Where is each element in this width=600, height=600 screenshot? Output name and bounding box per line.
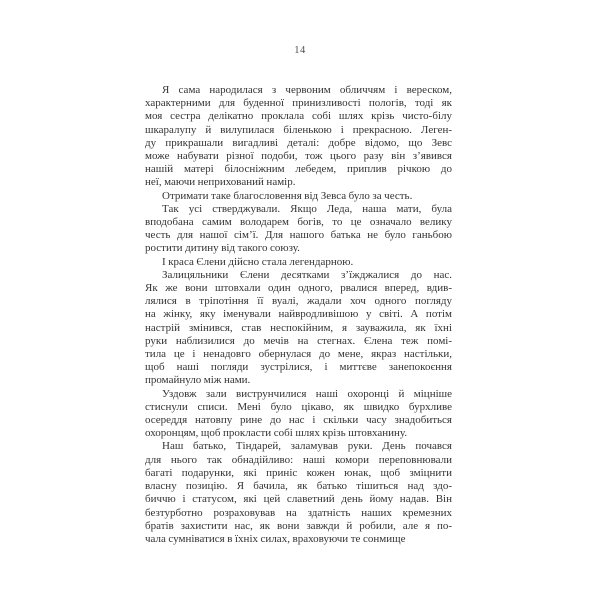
paragraph bbox=[145, 190, 452, 203]
text-line: Наш батько, Тіндарей, заламував руки. День почався bbox=[162, 440, 452, 453]
paragraph bbox=[145, 269, 452, 388]
text-line: І краса Єлени дійсно стала легендарною. bbox=[162, 255, 354, 268]
text-line: чала сумніватися в їхніх силах, враховуючи те сонмище bbox=[145, 532, 406, 545]
text-line: вподобана самим володарем богів, то це означало велику bbox=[145, 216, 452, 229]
text-line: ростити дитину від такого союзу. bbox=[145, 242, 300, 255]
text-line: характерними для буденної принизливості пологів, тоді як bbox=[145, 97, 452, 110]
text-line: лялися в тріпотіння її вуалі, жадали хоч одного погляду bbox=[145, 295, 452, 308]
text-line: Як же вони штовхали один одного, рвалися вперед, вдив- bbox=[145, 282, 452, 295]
text-line: щоб наші погляди зустрілися, і миттєве занепокоєння bbox=[145, 361, 452, 374]
text-line: власну позицію. Я бачила, як батько тішиться над здо- bbox=[145, 480, 452, 493]
text-line: на жінку, яку іменували найвродливішою у світі. А потім bbox=[145, 308, 452, 321]
paragraph bbox=[145, 84, 452, 190]
text-line: руки наблизилися до мечів на стегнах. Єлена теж помі- bbox=[145, 334, 452, 347]
text-line: охоронцям, щоб прокласти собі шлях крізь штовханину. bbox=[145, 427, 408, 440]
paragraph bbox=[145, 256, 452, 269]
text-line: Отримати таке благословення від Зевса було за честь. bbox=[162, 189, 413, 202]
text-line: неї, маючи неприхований намір. bbox=[145, 176, 296, 189]
text-line: Я сама народилася з червоним обличчям і вереском, bbox=[162, 84, 452, 96]
text-line: може набувати різної подоби, тож цього разу він з’явився bbox=[145, 150, 452, 163]
text-line: Уздовж зали виструнчилися наші охоронці й міцніше bbox=[162, 387, 452, 400]
text-line: промайнуло між нами. bbox=[145, 374, 251, 387]
text-line: нашій матері білосніжним лебедем, приплив річкою до bbox=[145, 163, 452, 176]
text-line: братів захистити нас, як вони завжди й робили, але я по- bbox=[145, 519, 452, 532]
text-line: для нього так обнадійливо: наші комори переповнювали bbox=[145, 453, 452, 466]
text-block bbox=[145, 84, 452, 546]
text-line: багаті подарунки, які приніс кожен юнак, щоб зміцнити bbox=[145, 466, 452, 479]
text-line: ду прикрашали вигадливі деталі: добре відомо, що Зевс bbox=[145, 136, 452, 149]
paragraph bbox=[145, 203, 452, 256]
text-line: стиснули списи. Мені було цікаво, як швидко бурхливе bbox=[145, 400, 452, 413]
text-line: тила це і ненадовго обернулася до мене, якраз настільки, bbox=[145, 348, 452, 361]
text-line: честь для нашої сім’ї. Для нашого батька не було ганьбою bbox=[145, 229, 452, 242]
text-line: безтурботно розраховував на здатність наших кремезних bbox=[145, 506, 452, 519]
paragraph bbox=[145, 388, 452, 441]
page-number: 14 bbox=[294, 45, 306, 56]
text-line: шкаралупу й вилупилася біленькою і прекрасною. Леген- bbox=[145, 123, 452, 136]
text-line: моя сестра делікатно проклала собі шлях крізь чисто-білу bbox=[145, 110, 452, 123]
text-line: Так усі стверджували. Якщо Леда, наша мати, була bbox=[162, 202, 452, 215]
text-line: осереддя натовпу рине до нас і скільки часу знадобиться bbox=[145, 414, 452, 427]
text-line: биччю і статусом, які цей славетний день йому надав. Він bbox=[145, 493, 452, 506]
text-line: Залицяльники Єлени десятками з’їжджалися до нас. bbox=[162, 268, 452, 281]
paragraph bbox=[145, 440, 452, 546]
text-line: настрій змінився, став неспокійним, я зауважила, як їхні bbox=[145, 321, 452, 334]
